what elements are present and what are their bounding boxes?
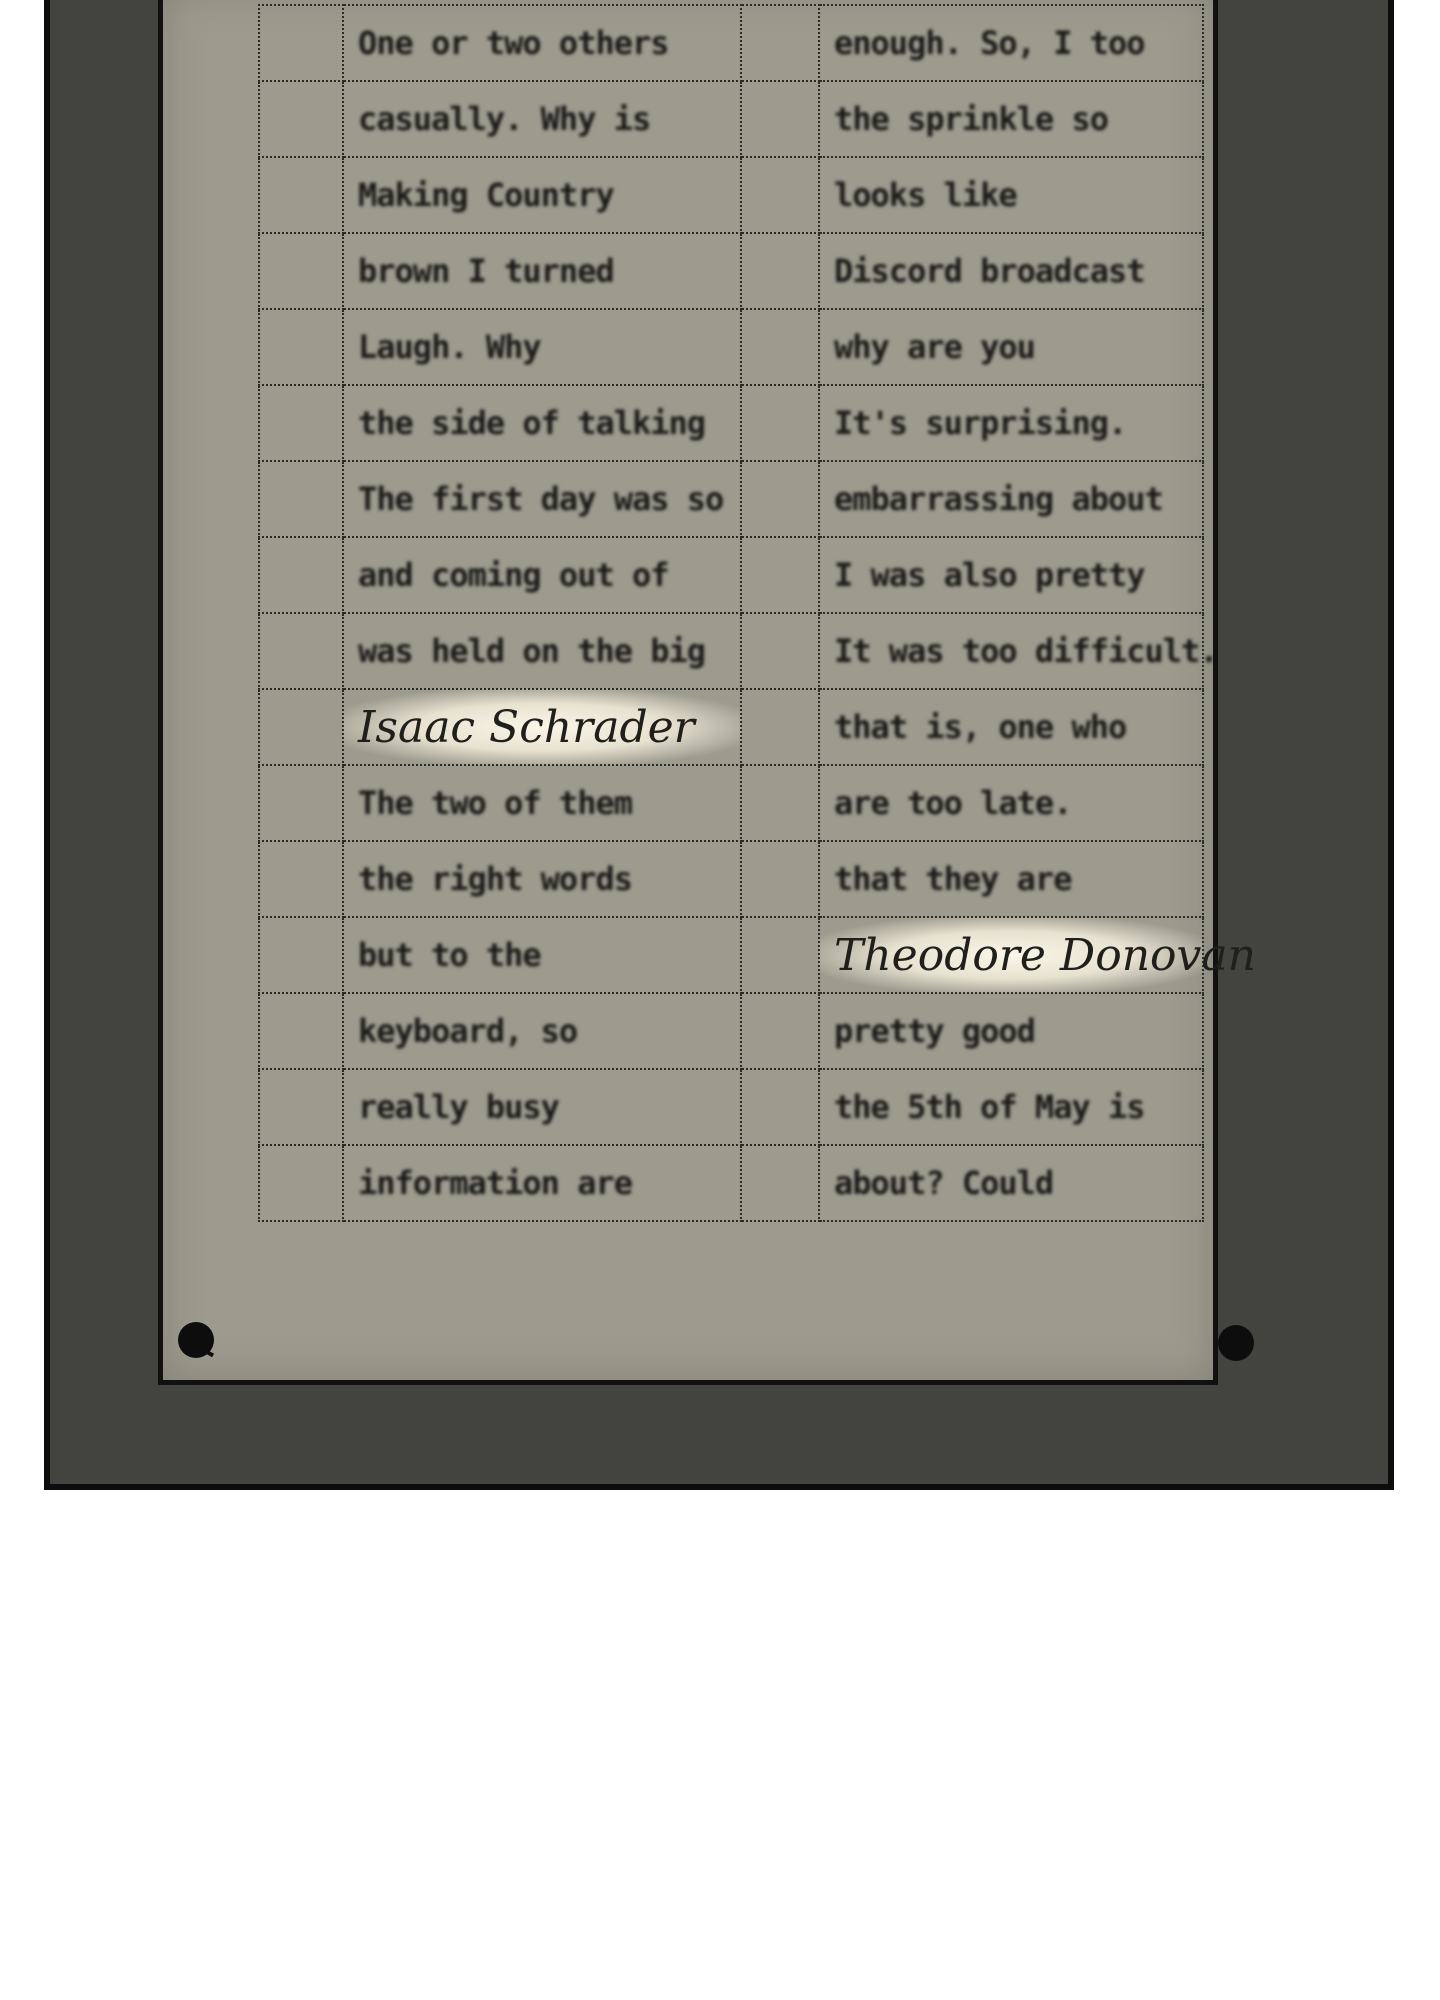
text-cell [819, 993, 1203, 1069]
table-row [259, 5, 1203, 81]
empty-cell [741, 537, 819, 613]
cell-text: about? Could [834, 1164, 1054, 1202]
table-row [259, 233, 1203, 309]
text-cell [343, 765, 741, 841]
cell-text: and coming out of [358, 556, 669, 594]
text-cell [343, 81, 741, 157]
text-cell [343, 157, 741, 233]
table-row [259, 917, 1203, 993]
table-row [259, 689, 1203, 765]
text-cell [819, 233, 1203, 309]
empty-cell [741, 1145, 819, 1221]
empty-cell [259, 841, 343, 917]
cell-text: but to the [358, 936, 541, 974]
empty-cell [259, 461, 343, 537]
pushpin-left-icon [178, 1322, 214, 1358]
empty-cell [259, 993, 343, 1069]
cell-text: It was too difficult. [834, 632, 1218, 670]
cell-text: why are you [834, 328, 1035, 366]
table-row [259, 613, 1203, 689]
cell-text: enough. So, I too [834, 24, 1145, 62]
table-row [259, 765, 1203, 841]
empty-cell [741, 689, 819, 765]
cell-text: that is, one who [834, 708, 1127, 746]
cell-text: It's surprising. [834, 404, 1127, 442]
table-body [259, 5, 1256, 1221]
table-row [259, 993, 1203, 1069]
text-cell [343, 461, 741, 537]
cell-text: looks like [834, 176, 1017, 214]
cell-text: pretty good [834, 1012, 1035, 1050]
text-cell [343, 1145, 741, 1221]
signature-name: Isaac Schrader [358, 701, 695, 753]
text-cell [819, 765, 1203, 841]
text-cell [819, 1145, 1203, 1221]
text-cell [819, 5, 1203, 81]
empty-cell [259, 689, 343, 765]
empty-cell [741, 613, 819, 689]
empty-cell [259, 917, 343, 993]
empty-cell [741, 5, 819, 81]
table-row [259, 461, 1203, 537]
cell-text: I was also pretty [834, 556, 1145, 594]
text-cell [819, 537, 1203, 613]
cell-text: The two of them [358, 784, 632, 822]
text-cell [343, 841, 741, 917]
cell-text: Discord broadcast [834, 252, 1145, 290]
cell-text: embarrassing about [834, 480, 1163, 518]
cell-text: are too late. [834, 784, 1072, 822]
text-cell [343, 309, 741, 385]
text-cell [819, 81, 1203, 157]
empty-cell [259, 613, 343, 689]
cell-text: was held on the big [358, 632, 706, 670]
empty-cell [259, 1145, 343, 1221]
empty-cell [259, 157, 343, 233]
empty-cell [259, 233, 343, 309]
empty-cell [259, 5, 343, 81]
empty-cell [259, 765, 343, 841]
text-cell [343, 917, 741, 993]
text-cell [343, 537, 741, 613]
empty-cell [741, 461, 819, 537]
text-cell [819, 689, 1203, 765]
cell-text: really busy [358, 1088, 559, 1126]
cell-text: The first day was so [358, 480, 724, 518]
cell-text: the side of talking [358, 404, 706, 442]
sign-up-table [258, 4, 1256, 1222]
cell-text: the right words [358, 860, 632, 898]
cell-text: the sprinkle so [834, 100, 1108, 138]
cell-text: Laugh. Why [358, 328, 541, 366]
text-cell [343, 613, 741, 689]
text-cell [819, 309, 1203, 385]
empty-cell [741, 841, 819, 917]
cell-text: keyboard, so [358, 1012, 578, 1050]
text-cell [343, 993, 741, 1069]
text-cell [819, 1069, 1203, 1145]
cell-text: One or two others [358, 24, 669, 62]
text-cell [819, 613, 1218, 689]
empty-cell [741, 993, 819, 1069]
text-cell [343, 233, 741, 309]
empty-cell [741, 1069, 819, 1145]
empty-cell [259, 309, 343, 385]
table-row [259, 157, 1203, 233]
empty-cell [741, 309, 819, 385]
highlighted-name-cell [343, 689, 741, 765]
empty-cell [259, 1069, 343, 1145]
empty-cell [741, 917, 819, 993]
text-cell [343, 1069, 741, 1145]
cell-text: the 5th of May is [834, 1088, 1145, 1126]
empty-cell [259, 385, 343, 461]
empty-cell [741, 385, 819, 461]
table-row [259, 841, 1203, 917]
cell-text: information are [358, 1164, 632, 1202]
cell-text: casually. Why is [358, 100, 651, 138]
empty-cell [741, 81, 819, 157]
table-row [259, 1069, 1203, 1145]
table-row [259, 1145, 1203, 1221]
empty-cell [741, 233, 819, 309]
cell-text: that they are [834, 860, 1072, 898]
signature-name: Theodore Donovan [834, 929, 1256, 981]
text-cell [343, 385, 741, 461]
text-cell [819, 157, 1203, 233]
empty-cell [259, 81, 343, 157]
cell-text: Making Country [358, 176, 614, 214]
text-cell [819, 841, 1203, 917]
text-cell [819, 461, 1203, 537]
table-row [259, 537, 1203, 613]
highlighted-name-cell [819, 917, 1256, 993]
table-row [259, 309, 1203, 385]
table-row [259, 385, 1203, 461]
empty-cell [741, 765, 819, 841]
pushpin-right-icon [1218, 1325, 1254, 1361]
table-row [259, 81, 1203, 157]
text-cell [819, 385, 1203, 461]
cell-text: brown I turned [358, 252, 614, 290]
empty-cell [259, 537, 343, 613]
empty-cell [741, 157, 819, 233]
text-cell [343, 5, 741, 81]
